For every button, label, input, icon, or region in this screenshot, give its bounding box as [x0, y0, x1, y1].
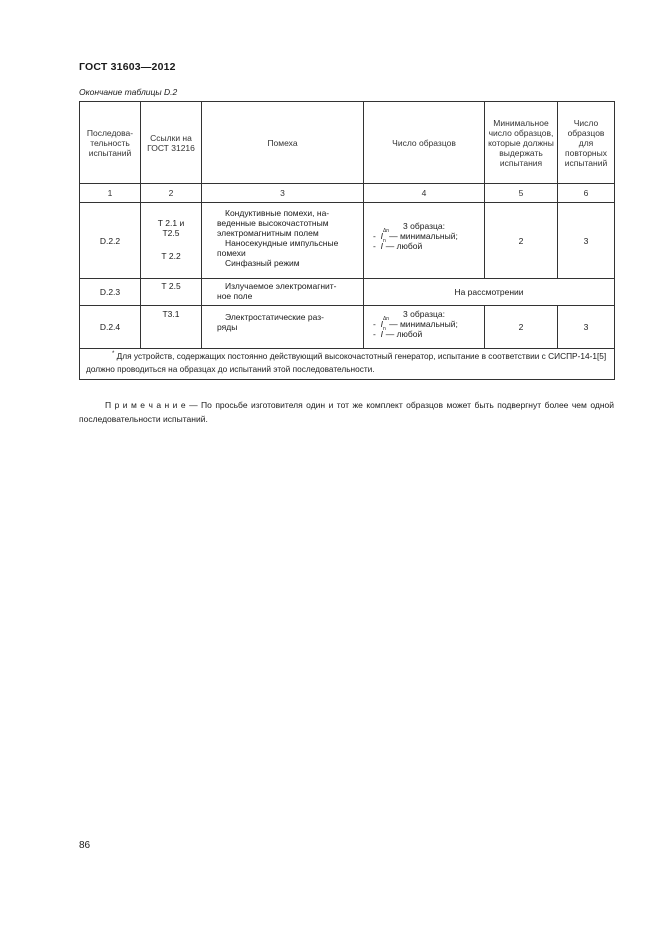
footnote-text: Для устройств, содержащих постоянно действующий высокочастотный генератор, испытание в соответствии с СИСПР-14-1[5] должно проводиться на образцах до испытаний этой последовательности. — [86, 351, 607, 374]
interference-line: ное поле — [217, 291, 253, 301]
reference: Т 2.5 — [161, 281, 181, 291]
sequence-cell: D.2.3 — [80, 279, 141, 306]
note-text: — По просьбе изготовителя один и тот же комплект образцов может быть подвергнут более чем одной последовательности испытаний. — [79, 400, 614, 424]
note-paragraph — [79, 398, 614, 426]
samples-item: - I n — любой — [373, 326, 423, 339]
reference: Т 2.1 и Т2.5 — [157, 218, 185, 238]
footnote-marker: * — [112, 351, 115, 358]
sequence-cell: D.2.4 — [80, 306, 141, 349]
col-header-sequence: Последова-тельность испытаний — [80, 102, 141, 184]
tests-table — [79, 101, 615, 380]
samples-item: - I n — любой — [373, 238, 423, 251]
col-number: 3 — [202, 184, 364, 203]
col-number: 4 — [364, 184, 485, 203]
sequence-cell: D.2.2 — [80, 203, 141, 279]
col-number: 2 — [141, 184, 202, 203]
interference-cell — [202, 306, 364, 349]
samples-item: - I Δn — минимальный; — [373, 228, 458, 241]
reference: Т3.1 — [162, 309, 180, 319]
page-number: 86 — [79, 840, 91, 851]
references-cell — [141, 279, 202, 306]
interference-line: помехи — [217, 248, 246, 258]
retest-samples-cell: 3 — [558, 203, 615, 279]
samples-cell — [364, 203, 485, 279]
note-label: П р и м е ч а н и е — [105, 400, 186, 410]
interference-line: ряды — [217, 322, 238, 332]
samples-item: - I Δn — минимальный; — [373, 316, 458, 329]
min-samples-cell: 2 — [485, 306, 558, 349]
table-footnote — [80, 349, 615, 380]
interference-line: Электростатические раз- — [225, 312, 324, 322]
interference-line: электромагнитным полем — [217, 228, 319, 238]
col-header-sample-count: Число образцов — [364, 102, 485, 184]
table-row — [80, 279, 615, 306]
min-samples-cell: 2 — [485, 203, 558, 279]
header-row — [80, 102, 615, 184]
col-number: 5 — [485, 184, 558, 203]
interference-cell — [202, 279, 364, 306]
col-header-interference: Помеха — [202, 102, 364, 184]
table-caption: Окончание таблицы D.2 — [79, 87, 178, 97]
table-row — [80, 203, 615, 279]
column-number-row — [80, 184, 615, 203]
merged-status-cell: На рассмотрении — [364, 279, 615, 306]
col-header-retest-samples: Число образцов для повторных испытаний — [558, 102, 615, 184]
interference-cell — [202, 203, 364, 279]
col-header-references: Ссылки на ГОСТ 31216 — [141, 102, 202, 184]
reference: Т 2.2 — [161, 251, 181, 261]
table-row — [80, 306, 615, 349]
samples-title: 3 образца: — [403, 221, 445, 231]
standard-title: ГОСТ 31603—2012 — [79, 61, 176, 73]
interference-line: веденные высокочастотным — [217, 218, 329, 228]
interference-line: Синфазный режим — [225, 258, 300, 268]
footnote-row — [80, 349, 615, 380]
references-cell — [141, 203, 202, 279]
retest-samples-cell: 3 — [558, 306, 615, 349]
col-number: 1 — [80, 184, 141, 203]
interference-line: Излучаемое электромагнит- — [225, 281, 337, 291]
col-header-min-samples: Минимальное число образцов, которые должны выдержать испытания — [485, 102, 558, 184]
interference-line: Наносекундные импульсные — [225, 238, 339, 248]
references-cell — [141, 306, 202, 349]
samples-title: 3 образца: — [403, 309, 445, 319]
col-number: 6 — [558, 184, 615, 203]
interference-line: Кондуктивные помехи, на- — [225, 208, 330, 218]
samples-cell — [364, 306, 485, 349]
